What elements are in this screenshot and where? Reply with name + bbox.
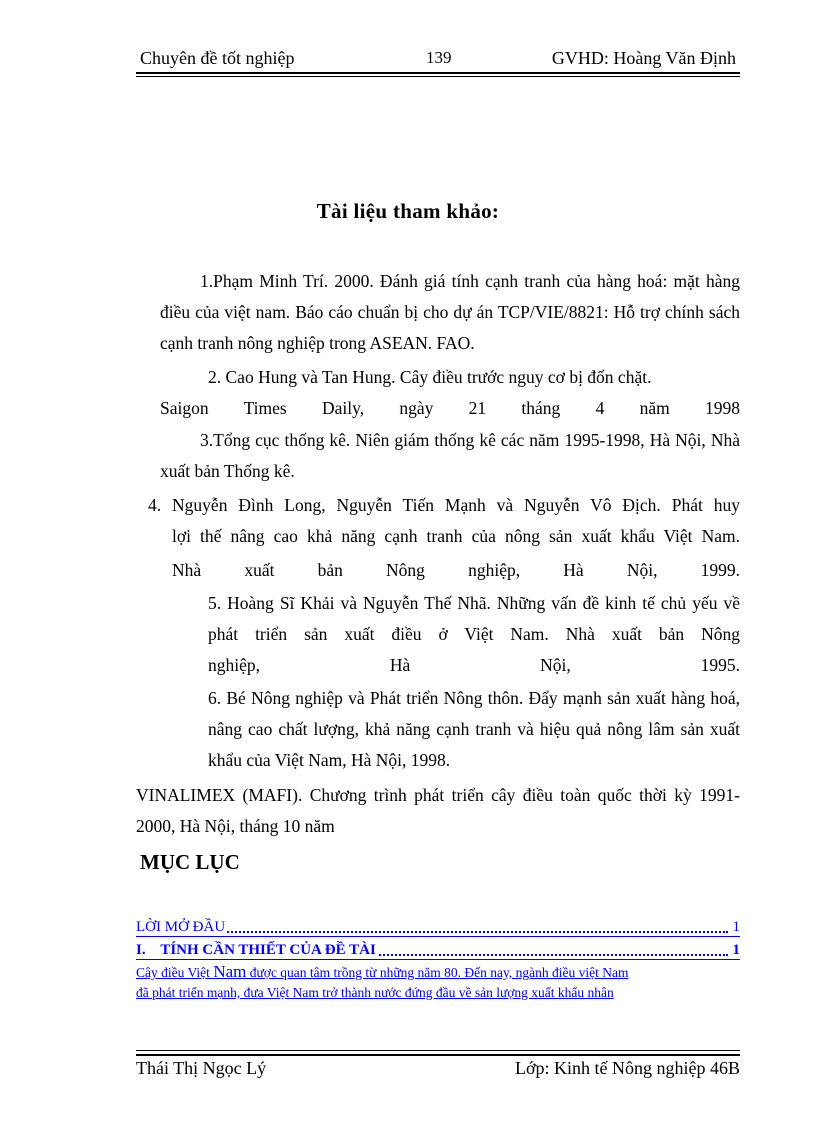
header-rule bbox=[136, 72, 740, 74]
header-page-number: 139 bbox=[426, 48, 452, 67]
reference-5-publisher: nghiệp, Hà Nội, 1995. bbox=[208, 655, 740, 675]
toc-subitem-line-2[interactable]: đã phát triển mạnh, đưa Việt Nam trở thành nước đứng đầu về sản lượng xuất khẩu nhân bbox=[136, 985, 614, 1000]
references-title: Tài liệu tham khảo: bbox=[316, 199, 500, 223]
reference-6: 6. Bé Nông nghiệp và Phát triển Nông thôn. Đẩy mạnh sản xuất hàng hoá, nâng cao chất lượng, khả năng cạnh tranh và hiệu quả nông lâm sản xuất khẩu của Việt Nam, Hà Nội, 1998. bbox=[208, 688, 740, 770]
toc-item-page: 1 bbox=[732, 919, 740, 935]
toc-sub-text-large: Nam bbox=[213, 962, 247, 981]
toc-sub-text: Cây điều Việt bbox=[136, 965, 214, 980]
toc-item-label: I. TÍNH CẦN THIẾT CỦA ĐỀ TÀI bbox=[136, 942, 376, 958]
header-course-title: Chuyên đề tốt nghiệp bbox=[140, 48, 295, 68]
footer-rule bbox=[136, 1054, 740, 1056]
toc-item-page: 1 bbox=[732, 942, 740, 958]
reference-2: 2. Cao Hung và Tan Hung. Cây điều trước nguy cơ bị đốn chặt. bbox=[208, 367, 652, 387]
toc-heading: MỤC LỤC bbox=[140, 850, 240, 874]
header-supervisor: GVHD: Hoàng Văn Định bbox=[551, 48, 736, 68]
page-header bbox=[136, 48, 740, 74]
page-footer bbox=[136, 1050, 740, 1080]
reference-1: 1.Phạm Minh Trí. 2000. Đánh giá tính cạnh tranh của hàng hoá: mặt hàng điều của việt nam. Báo cáo chuẩn bị cho dự án TCP/VIE/8821: Hỗ trợ chính sách cạnh tranh nông nghiệp trong ASEAN. FAO. bbox=[160, 271, 740, 353]
reference-4: 4. Nguyễn Đình Long, Nguyễn Tiến Mạnh và Nguyễn Vô Địch. Phát huy bbox=[148, 495, 740, 515]
toc-subitem-line-1[interactable] bbox=[136, 962, 740, 982]
reference-7: VINALIMEX (MAFI). Chương trình phát triển cây điều toàn quốc thời kỳ 1991-2000, Hà Nội, tháng 10 năm bbox=[136, 785, 740, 836]
reference-5: 5. Hoàng Sĩ Khải và Nguyễn Thế Nhã. Những vấn đề kinh tế chủ yếu về phát triển sản xuất điều ở Việt Nam. Nhà xuất bản Nông bbox=[208, 593, 740, 644]
toc-item-label: LỜI MỞ ĐẦU bbox=[136, 919, 226, 935]
reference-3: 3.Tổng cục thống kê. Niên giám thống kê các năm 1995-1998, Hà Nội, Nhà xuất bản Thống kê. bbox=[160, 430, 740, 481]
reference-4-cont: lợi thế nâng cao khả năng cạnh tranh của nông sản xuất khẩu Việt Nam. bbox=[172, 526, 740, 546]
toc-sub-text: được quan tâm trồng từ những năm 80. Đến nay, ngành điều việt Nam bbox=[246, 965, 629, 980]
reference-4-publisher: Nhà xuất bản Nông nghiệp, Hà Nội, 1999. bbox=[172, 560, 740, 580]
footer-rule-thin bbox=[136, 1050, 740, 1051]
toc-item-section-1[interactable] bbox=[136, 941, 740, 960]
reference-2-source: Saigon Times Daily, ngày 21 tháng 4 năm 1998 bbox=[160, 398, 740, 418]
toc-item-intro[interactable] bbox=[136, 918, 740, 937]
footer-class: Lớp: Kinh tế Nông nghiệp 46B bbox=[515, 1058, 740, 1078]
header-rule-thin bbox=[136, 76, 740, 77]
footer-author: Thái Thị Ngọc Lý bbox=[136, 1058, 267, 1078]
